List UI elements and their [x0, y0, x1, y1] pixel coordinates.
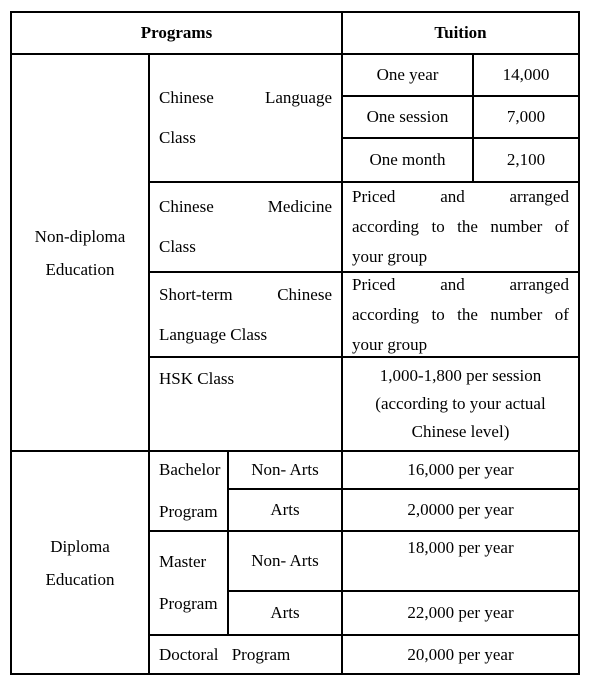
tuition-amount: 22,000 per year — [407, 603, 514, 622]
short-term-class-cell — [150, 273, 343, 358]
tuition-header-label: Tuition — [434, 23, 487, 42]
track-label: Arts — [270, 603, 300, 622]
diploma-education-cell — [12, 452, 150, 675]
master-non-arts-cell — [229, 532, 343, 592]
class-name-line: Class — [159, 237, 196, 256]
class-name-line: Class — [159, 128, 196, 147]
doctoral-amount-cell — [343, 636, 580, 675]
one-month-amount-cell — [474, 139, 580, 183]
program-name-line: Program — [159, 594, 218, 613]
program-name-line: Master — [159, 552, 207, 571]
bachelor-non-arts-cell — [229, 452, 343, 490]
chinese-medicine-tuition-cell — [343, 183, 580, 273]
non-diploma-label-line1: Non-diploma — [34, 226, 126, 246]
master-arts-amount-cell — [343, 592, 580, 636]
doctoral-program-cell — [150, 636, 343, 675]
tuition-note-line: (according to your actual — [375, 394, 546, 413]
short-term-tuition-cell — [343, 273, 580, 358]
one-year-period-cell — [343, 55, 474, 97]
bachelor-non-arts-amount-cell — [343, 452, 580, 490]
tuition-period: One month — [369, 150, 446, 169]
tuition-amount: 20,000 per year — [407, 644, 514, 664]
program-name-line: Doctoral Program — [159, 644, 291, 664]
master-program-cell — [150, 532, 229, 636]
tuition-amount: 2,100 — [506, 150, 546, 169]
master-arts-cell — [229, 592, 343, 636]
tuition-note-line: your group — [352, 247, 428, 266]
tuition-period: One year — [376, 65, 439, 84]
tuition-amount: 14,000 — [502, 65, 550, 84]
tuition-note-line: 1,000-1,800 per session — [379, 366, 542, 385]
one-month-period-cell — [343, 139, 474, 183]
tuition-period: One session — [366, 107, 449, 126]
non-diploma-education-cell — [12, 55, 150, 452]
track-label: Non- Arts — [251, 551, 319, 570]
tuition-note-line: your group — [352, 334, 428, 354]
tuition-note-line: Priced and arranged — [352, 274, 569, 294]
one-year-amount-cell — [474, 55, 580, 97]
program-name-line: Bachelor — [159, 460, 221, 479]
class-name-line: Chinese Medicine — [159, 197, 332, 216]
programs-header-label: Programs — [140, 23, 213, 42]
chinese-medicine-class-cell — [150, 183, 343, 273]
diploma-label-line2: Education — [45, 569, 115, 589]
tuition-amount: 2,0000 per year — [407, 500, 514, 519]
tuition-amount: 16,000 per year — [407, 460, 514, 479]
program-name-line: Program — [159, 502, 218, 521]
tuition-amount: 18,000 per year — [407, 538, 514, 557]
one-session-amount-cell — [474, 97, 580, 139]
programs-header-cell — [12, 13, 343, 55]
bachelor-arts-amount-cell — [343, 490, 580, 532]
bachelor-program-cell — [150, 452, 229, 532]
chinese-language-class-cell — [150, 55, 343, 183]
bachelor-arts-cell — [229, 490, 343, 532]
one-session-period-cell — [343, 97, 474, 139]
tuition-amount: 7,000 — [506, 107, 546, 126]
tuition-note-line: Chinese level) — [411, 422, 510, 441]
hsk-tuition-cell — [343, 358, 580, 452]
non-diploma-label-line2: Education — [45, 259, 115, 279]
class-name-line: Language Class — [159, 324, 268, 344]
track-label: Non- Arts — [251, 460, 319, 479]
hsk-class-cell — [150, 358, 343, 452]
tuition-note-line: Priced and arranged — [352, 187, 569, 206]
diploma-label-line1: Diploma — [50, 536, 110, 556]
tuition-note-line: according to the number of — [352, 217, 569, 236]
class-name-line: Chinese Language — [159, 88, 332, 107]
master-non-arts-amount-cell — [343, 532, 580, 592]
track-label: Arts — [270, 500, 300, 519]
tuition-table — [10, 11, 580, 675]
tuition-header-cell — [343, 13, 580, 55]
tuition-note-line: according to the number of — [352, 304, 569, 324]
class-name-line: Short-term Chinese — [159, 284, 332, 304]
class-name-line: HSK Class — [159, 369, 235, 388]
